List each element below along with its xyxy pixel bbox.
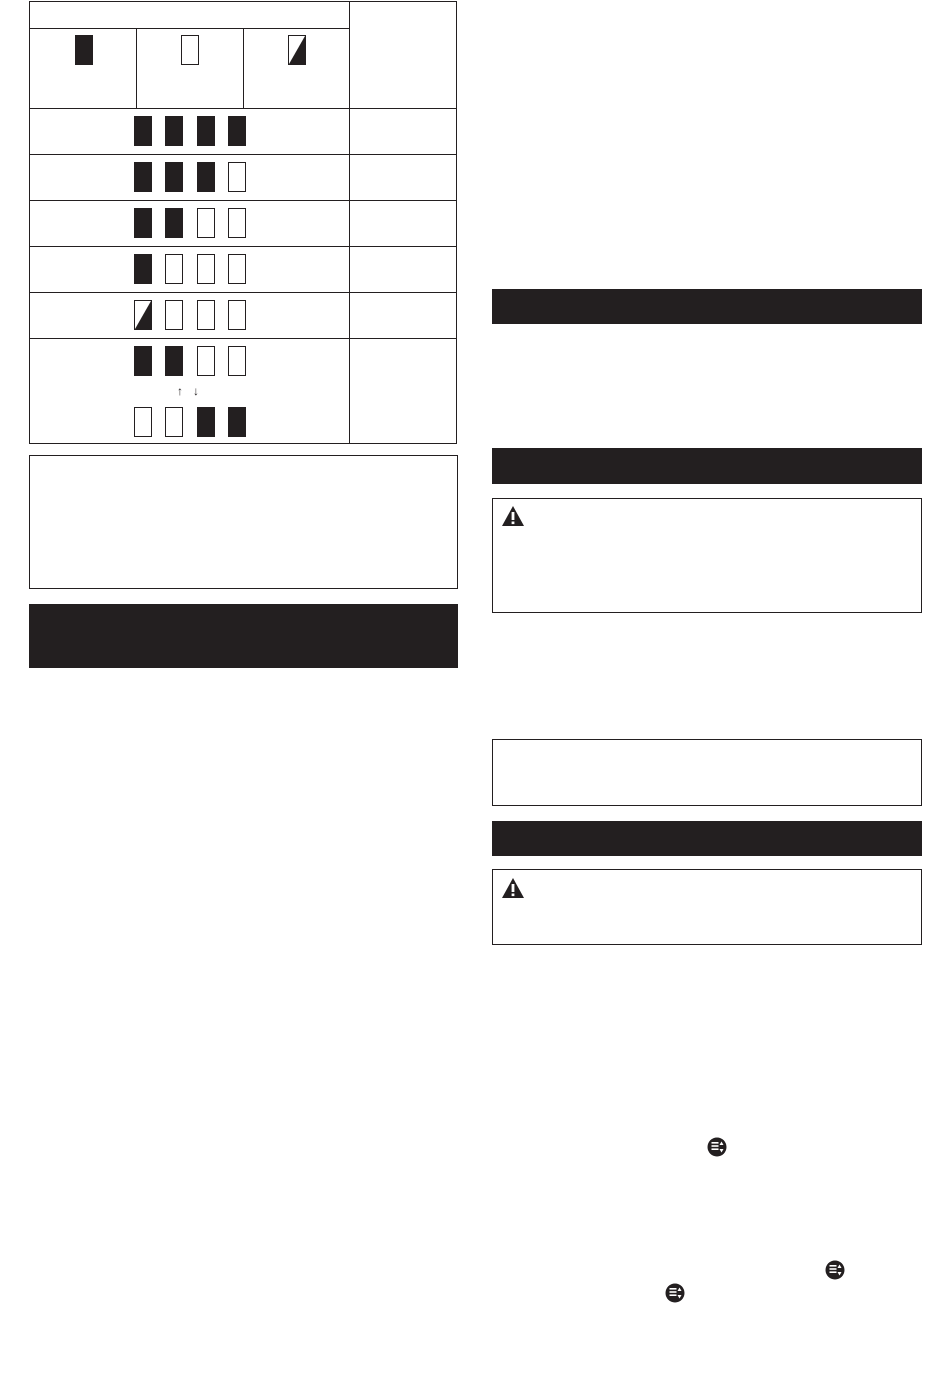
- table-legend-divider-2: [243, 28, 244, 108]
- battery-indicator-off: [197, 254, 215, 284]
- battery-indicator-off: [197, 208, 215, 238]
- battery-indicator-off: [228, 208, 246, 238]
- battery-indicator-lit: [134, 162, 152, 192]
- mode-menu-icon: [825, 1260, 845, 1280]
- warning-box: [492, 498, 922, 613]
- battery-indicator-blinking: [134, 300, 152, 330]
- row-divider: [30, 200, 456, 201]
- legend-off-indicator: [181, 35, 199, 65]
- table-legend-divider-1: [136, 28, 137, 108]
- section-heading-band: [492, 821, 922, 856]
- note-box: [492, 739, 922, 806]
- indicator-table: [29, 1, 457, 444]
- battery-indicator-lit: [134, 116, 152, 146]
- warning-box: [492, 869, 922, 945]
- row-divider: [30, 108, 456, 109]
- table-remark-column-divider: [349, 2, 350, 443]
- battery-indicator-off: [228, 346, 246, 376]
- battery-indicator-off: [165, 407, 183, 437]
- battery-indicator-off: [134, 407, 152, 437]
- row-divider: [30, 246, 456, 247]
- battery-indicator-lit: [197, 116, 215, 146]
- warning-triangle-icon: [501, 505, 525, 527]
- battery-indicator-lit: [197, 162, 215, 192]
- table-header-divider: [30, 28, 349, 29]
- battery-indicator-lit: [197, 407, 215, 437]
- battery-indicator-lit: [165, 346, 183, 376]
- battery-indicator-off: [165, 254, 183, 284]
- arrow-up-icon: ↑: [177, 384, 183, 398]
- battery-indicator-off: [197, 300, 215, 330]
- mode-menu-icon: [665, 1283, 685, 1303]
- battery-indicator-lit: [134, 254, 152, 284]
- section-heading-band: [29, 604, 458, 668]
- note-box: [29, 455, 458, 589]
- battery-indicator-lit: [228, 116, 246, 146]
- battery-indicator-off: [228, 162, 246, 192]
- battery-indicator-lit: [165, 116, 183, 146]
- battery-indicator-off: [197, 346, 215, 376]
- section-heading-band: [492, 448, 922, 484]
- battery-indicator-lit: [134, 346, 152, 376]
- battery-indicator-lit: [165, 208, 183, 238]
- legend-lit-indicator: [75, 35, 93, 65]
- row-divider: [30, 154, 456, 155]
- mode-menu-icon: [707, 1137, 727, 1157]
- row-divider: [30, 338, 456, 339]
- battery-indicator-off: [228, 254, 246, 284]
- battery-indicator-off: [165, 300, 183, 330]
- arrow-down-icon: ↓: [193, 384, 199, 398]
- section-heading-band: [492, 289, 922, 324]
- row-divider: [30, 292, 456, 293]
- battery-indicator-lit: [165, 162, 183, 192]
- battery-indicator-lit: [134, 208, 152, 238]
- battery-indicator-off: [228, 300, 246, 330]
- battery-indicator-lit: [228, 407, 246, 437]
- legend-blinking-indicator: [288, 35, 306, 65]
- warning-triangle-icon: [501, 877, 525, 899]
